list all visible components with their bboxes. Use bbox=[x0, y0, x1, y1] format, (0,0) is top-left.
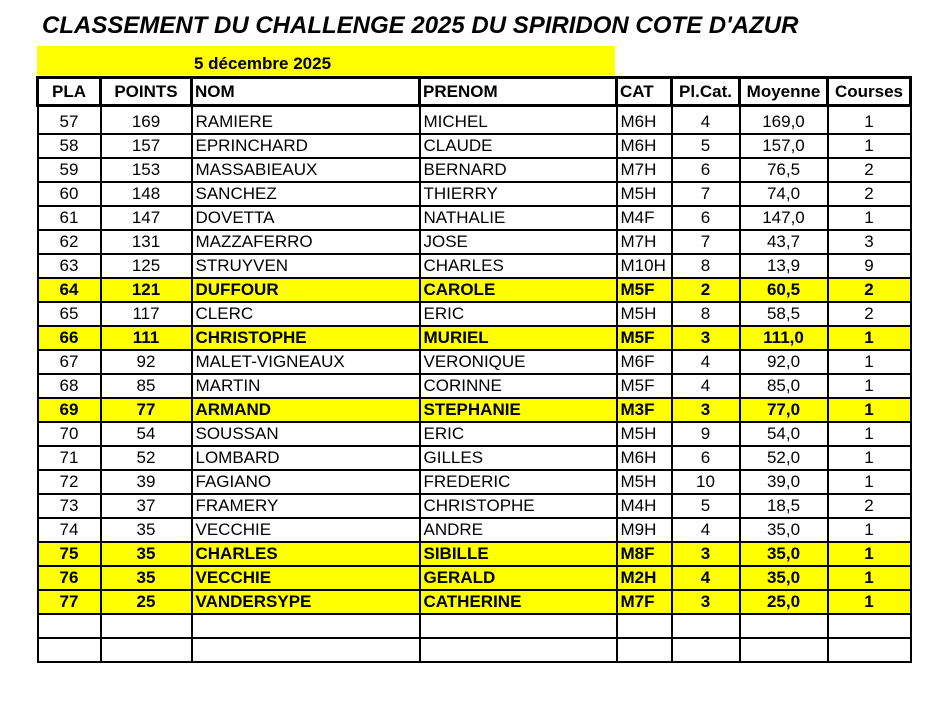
cell-nom: STRUYVEN bbox=[192, 254, 420, 278]
cell-pla: 69 bbox=[38, 398, 101, 422]
cell-points: 35 bbox=[101, 518, 192, 542]
cell-pla: 60 bbox=[38, 182, 101, 206]
cell-pla: 64 bbox=[38, 278, 101, 302]
cell-nom: SANCHEZ bbox=[192, 182, 420, 206]
cell-cat: M3F bbox=[617, 398, 672, 422]
cell-prenom: GILLES bbox=[420, 446, 617, 470]
cell-prenom: SIBILLE bbox=[420, 542, 617, 566]
cell-prenom: ERIC bbox=[420, 422, 617, 446]
cell-prenom: CHRISTOPHE bbox=[420, 494, 617, 518]
cell-prenom: STEPHANIE bbox=[420, 398, 617, 422]
cell-cat: M4F bbox=[617, 206, 672, 230]
cell-cat: M5H bbox=[617, 470, 672, 494]
table-row bbox=[38, 278, 911, 302]
cell-prenom: ERIC bbox=[420, 302, 617, 326]
cell-points: 153 bbox=[101, 158, 192, 182]
cell-plcat: 3 bbox=[672, 398, 740, 422]
cell-moyenne: 39,0 bbox=[740, 470, 828, 494]
table-row bbox=[38, 134, 911, 158]
cell-nom: EPRINCHARD bbox=[192, 134, 420, 158]
cell-moyenne: 58,5 bbox=[740, 302, 828, 326]
table-row bbox=[38, 494, 911, 518]
table-row bbox=[38, 350, 911, 374]
cell-courses: 1 bbox=[828, 422, 911, 446]
cell-points: 147 bbox=[101, 206, 192, 230]
cell-cat: M5F bbox=[617, 374, 672, 398]
table-row bbox=[38, 398, 911, 422]
cell-courses: 2 bbox=[828, 494, 911, 518]
cell-cat: M5F bbox=[617, 326, 672, 350]
cell-moyenne: 77,0 bbox=[740, 398, 828, 422]
cell-prenom: JOSE bbox=[420, 230, 617, 254]
cell-nom: MASSABIEAUX bbox=[192, 158, 420, 182]
cell-cat: M7H bbox=[617, 158, 672, 182]
cell-moyenne: 35,0 bbox=[740, 566, 828, 590]
cell-points: 52 bbox=[101, 446, 192, 470]
cell-pla: 67 bbox=[38, 350, 101, 374]
cell-courses: 1 bbox=[828, 566, 911, 590]
cell-nom: CHARLES bbox=[192, 542, 420, 566]
cell-nom: RAMIERE bbox=[192, 106, 420, 135]
cell-points: 54 bbox=[101, 422, 192, 446]
cell-plcat: 8 bbox=[672, 254, 740, 278]
cell-nom: CLERC bbox=[192, 302, 420, 326]
cell-moyenne: 13,9 bbox=[740, 254, 828, 278]
cell-courses: 1 bbox=[828, 590, 911, 614]
table-row bbox=[38, 326, 911, 350]
cell-points: 131 bbox=[101, 230, 192, 254]
cell-courses: 9 bbox=[828, 254, 911, 278]
cell-points: 35 bbox=[101, 542, 192, 566]
cell-plcat: 6 bbox=[672, 206, 740, 230]
cell-pla: 74 bbox=[38, 518, 101, 542]
cell-cat: M7H bbox=[617, 230, 672, 254]
cell-moyenne: 54,0 bbox=[740, 422, 828, 446]
header-cat: CAT bbox=[617, 78, 672, 106]
cell-courses: 2 bbox=[828, 182, 911, 206]
cell-moyenne: 147,0 bbox=[740, 206, 828, 230]
cell-nom: DOVETTA bbox=[192, 206, 420, 230]
cell-pla: 77 bbox=[38, 590, 101, 614]
cell-prenom: BERNARD bbox=[420, 158, 617, 182]
cell-pla: 62 bbox=[38, 230, 101, 254]
table-row bbox=[38, 542, 911, 566]
table-row bbox=[38, 106, 911, 135]
cell-cat: M5H bbox=[617, 302, 672, 326]
cell-points: 39 bbox=[101, 470, 192, 494]
table-row bbox=[38, 422, 911, 446]
empty-cell bbox=[828, 614, 911, 638]
cell-points: 117 bbox=[101, 302, 192, 326]
empty-cell bbox=[420, 614, 617, 638]
cell-moyenne: 111,0 bbox=[740, 326, 828, 350]
header-courses: Courses bbox=[828, 78, 911, 106]
cell-cat: M2H bbox=[617, 566, 672, 590]
cell-plcat: 4 bbox=[672, 374, 740, 398]
cell-courses: 3 bbox=[828, 230, 911, 254]
table-row bbox=[38, 158, 911, 182]
cell-cat: M9H bbox=[617, 518, 672, 542]
cell-pla: 72 bbox=[38, 470, 101, 494]
cell-plcat: 7 bbox=[672, 182, 740, 206]
table-row bbox=[38, 566, 911, 590]
table-row bbox=[38, 302, 911, 326]
header-moyenne: Moyenne bbox=[740, 78, 828, 106]
cell-plcat: 6 bbox=[672, 158, 740, 182]
table-row bbox=[38, 470, 911, 494]
cell-points: 92 bbox=[101, 350, 192, 374]
cell-points: 169 bbox=[101, 106, 192, 135]
empty-row bbox=[38, 638, 911, 662]
cell-pla: 66 bbox=[38, 326, 101, 350]
cell-prenom: VERONIQUE bbox=[420, 350, 617, 374]
cell-moyenne: 52,0 bbox=[740, 446, 828, 470]
cell-courses: 1 bbox=[828, 470, 911, 494]
cell-courses: 1 bbox=[828, 518, 911, 542]
cell-cat: M8F bbox=[617, 542, 672, 566]
empty-cell bbox=[740, 638, 828, 662]
cell-moyenne: 18,5 bbox=[740, 494, 828, 518]
cell-plcat: 8 bbox=[672, 302, 740, 326]
cell-prenom: CHARLES bbox=[420, 254, 617, 278]
cell-points: 125 bbox=[101, 254, 192, 278]
cell-moyenne: 60,5 bbox=[740, 278, 828, 302]
empty-cell bbox=[617, 614, 672, 638]
cell-courses: 1 bbox=[828, 542, 911, 566]
empty-cell bbox=[420, 638, 617, 662]
empty-cell bbox=[672, 638, 740, 662]
cell-cat: M4H bbox=[617, 494, 672, 518]
cell-pla: 75 bbox=[38, 542, 101, 566]
cell-prenom: NATHALIE bbox=[420, 206, 617, 230]
cell-plcat: 6 bbox=[672, 446, 740, 470]
cell-courses: 2 bbox=[828, 278, 911, 302]
cell-nom: MARTIN bbox=[192, 374, 420, 398]
cell-plcat: 2 bbox=[672, 278, 740, 302]
cell-plcat: 5 bbox=[672, 494, 740, 518]
cell-pla: 63 bbox=[38, 254, 101, 278]
empty-cell bbox=[192, 614, 420, 638]
cell-plcat: 3 bbox=[672, 590, 740, 614]
cell-cat: M6H bbox=[617, 106, 672, 135]
header-row bbox=[38, 78, 911, 106]
cell-pla: 61 bbox=[38, 206, 101, 230]
cell-prenom: MICHEL bbox=[420, 106, 617, 135]
table-body bbox=[38, 106, 911, 663]
cell-nom: VECCHIE bbox=[192, 518, 420, 542]
table-row bbox=[38, 182, 911, 206]
cell-courses: 1 bbox=[828, 134, 911, 158]
cell-nom: MALET-VIGNEAUX bbox=[192, 350, 420, 374]
cell-nom: LOMBARD bbox=[192, 446, 420, 470]
cell-pla: 59 bbox=[38, 158, 101, 182]
cell-pla: 58 bbox=[38, 134, 101, 158]
cell-plcat: 4 bbox=[672, 106, 740, 135]
empty-cell bbox=[38, 614, 101, 638]
cell-courses: 1 bbox=[828, 446, 911, 470]
cell-points: 85 bbox=[101, 374, 192, 398]
cell-cat: M6H bbox=[617, 134, 672, 158]
cell-nom: CHRISTOPHE bbox=[192, 326, 420, 350]
empty-cell bbox=[101, 614, 192, 638]
cell-cat: M10H bbox=[617, 254, 672, 278]
cell-moyenne: 76,5 bbox=[740, 158, 828, 182]
table-row bbox=[38, 518, 911, 542]
cell-plcat: 9 bbox=[672, 422, 740, 446]
cell-pla: 70 bbox=[38, 422, 101, 446]
cell-prenom: CLAUDE bbox=[420, 134, 617, 158]
cell-points: 77 bbox=[101, 398, 192, 422]
cell-moyenne: 35,0 bbox=[740, 518, 828, 542]
cell-pla: 65 bbox=[38, 302, 101, 326]
cell-moyenne: 92,0 bbox=[740, 350, 828, 374]
cell-courses: 1 bbox=[828, 206, 911, 230]
header-plcat: Pl.Cat. bbox=[672, 78, 740, 106]
cell-plcat: 4 bbox=[672, 518, 740, 542]
cell-cat: M5H bbox=[617, 182, 672, 206]
header-points: POINTS bbox=[101, 78, 192, 106]
cell-nom: FRAMERY bbox=[192, 494, 420, 518]
cell-plcat: 10 bbox=[672, 470, 740, 494]
cell-points: 157 bbox=[101, 134, 192, 158]
cell-prenom: CAROLE bbox=[420, 278, 617, 302]
cell-nom: SOUSSAN bbox=[192, 422, 420, 446]
cell-pla: 68 bbox=[38, 374, 101, 398]
page-title: CLASSEMENT DU CHALLENGE 2025 DU SPIRIDON COTE D'AZUR bbox=[42, 12, 799, 39]
cell-moyenne: 85,0 bbox=[740, 374, 828, 398]
table-row bbox=[38, 230, 911, 254]
cell-points: 35 bbox=[101, 566, 192, 590]
cell-points: 25 bbox=[101, 590, 192, 614]
cell-courses: 1 bbox=[828, 106, 911, 135]
cell-nom: VANDERSYPE bbox=[192, 590, 420, 614]
cell-prenom: FREDERIC bbox=[420, 470, 617, 494]
cell-courses: 2 bbox=[828, 302, 911, 326]
header-nom: NOM bbox=[192, 78, 420, 106]
empty-cell bbox=[101, 638, 192, 662]
cell-moyenne: 74,0 bbox=[740, 182, 828, 206]
cell-points: 148 bbox=[101, 182, 192, 206]
cell-plcat: 7 bbox=[672, 230, 740, 254]
cell-courses: 2 bbox=[828, 158, 911, 182]
empty-cell bbox=[617, 638, 672, 662]
cell-prenom: ANDRE bbox=[420, 518, 617, 542]
table-row bbox=[38, 446, 911, 470]
cell-pla: 71 bbox=[38, 446, 101, 470]
cell-prenom: CATHERINE bbox=[420, 590, 617, 614]
cell-cat: M5F bbox=[617, 278, 672, 302]
cell-moyenne: 43,7 bbox=[740, 230, 828, 254]
cell-points: 111 bbox=[101, 326, 192, 350]
cell-prenom: THIERRY bbox=[420, 182, 617, 206]
cell-cat: M6H bbox=[617, 446, 672, 470]
cell-plcat: 4 bbox=[672, 350, 740, 374]
empty-cell bbox=[38, 638, 101, 662]
cell-prenom: CORINNE bbox=[420, 374, 617, 398]
cell-prenom: MURIEL bbox=[420, 326, 617, 350]
cell-nom: DUFFOUR bbox=[192, 278, 420, 302]
cell-plcat: 5 bbox=[672, 134, 740, 158]
cell-points: 121 bbox=[101, 278, 192, 302]
cell-courses: 1 bbox=[828, 350, 911, 374]
cell-moyenne: 25,0 bbox=[740, 590, 828, 614]
cell-courses: 1 bbox=[828, 374, 911, 398]
cell-nom: VECCHIE bbox=[192, 566, 420, 590]
cell-courses: 1 bbox=[828, 398, 911, 422]
cell-cat: M5H bbox=[617, 422, 672, 446]
ranking-table bbox=[36, 76, 912, 663]
cell-moyenne: 35,0 bbox=[740, 542, 828, 566]
cell-pla: 76 bbox=[38, 566, 101, 590]
empty-cell bbox=[672, 614, 740, 638]
header-pla: PLA bbox=[38, 78, 101, 106]
empty-row bbox=[38, 614, 911, 638]
header-prenom: PRENOM bbox=[420, 78, 617, 106]
cell-plcat: 3 bbox=[672, 326, 740, 350]
empty-cell bbox=[828, 638, 911, 662]
table-row bbox=[38, 374, 911, 398]
cell-nom: ARMAND bbox=[192, 398, 420, 422]
cell-moyenne: 157,0 bbox=[740, 134, 828, 158]
cell-pla: 57 bbox=[38, 106, 101, 135]
cell-moyenne: 169,0 bbox=[740, 106, 828, 135]
cell-prenom: GERALD bbox=[420, 566, 617, 590]
empty-cell bbox=[740, 614, 828, 638]
cell-points: 37 bbox=[101, 494, 192, 518]
cell-pla: 73 bbox=[38, 494, 101, 518]
cell-courses: 1 bbox=[828, 326, 911, 350]
table-row bbox=[38, 590, 911, 614]
cell-cat: M6F bbox=[617, 350, 672, 374]
date-label: 5 décembre 2025 bbox=[194, 54, 332, 73]
table-row bbox=[38, 206, 911, 230]
table-row bbox=[38, 254, 911, 278]
cell-nom: MAZZAFERRO bbox=[192, 230, 420, 254]
cell-nom: FAGIANO bbox=[192, 470, 420, 494]
cell-plcat: 4 bbox=[672, 566, 740, 590]
cell-cat: M7F bbox=[617, 590, 672, 614]
empty-cell bbox=[192, 638, 420, 662]
cell-plcat: 3 bbox=[672, 542, 740, 566]
date-banner bbox=[37, 46, 615, 75]
